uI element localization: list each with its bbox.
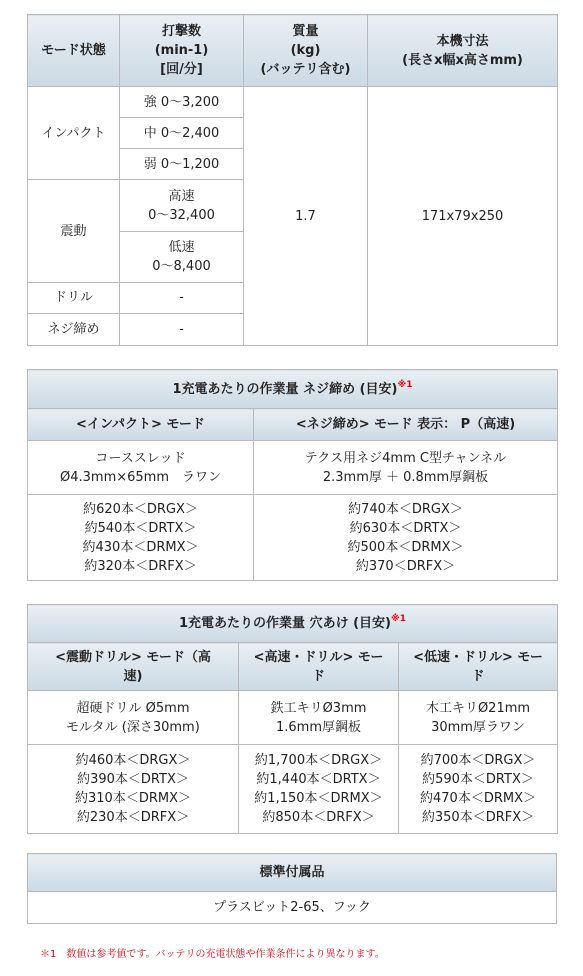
drill-work-table <box>27 604 558 834</box>
impact-weak: 弱 0〜1,200 <box>120 149 244 180</box>
screw-counts: 約740本＜DRGX＞ 約630本＜DRTX＞ 約500本＜DRMX＞ 約370＜DRFX＞ <box>254 495 558 581</box>
impact-strong: 強 0〜3,200 <box>120 87 244 118</box>
vibration-label: 震動 <box>28 180 120 282</box>
impact-label: インパクト <box>28 87 120 180</box>
blows-header: 打撃数 (min-1) [回/分] <box>120 15 244 87</box>
high-speed-drill-material: 鉄工キリØ3mm 1.6mm厚鋼板 <box>239 691 399 745</box>
high-speed-drill-header: <高速・ドリル> モー ド <box>239 643 399 691</box>
footnote: ＊1 数値は参考値です。バッテリの充電状態や作業条件により異なります。 <box>40 949 385 960</box>
drill-value: - <box>120 282 244 313</box>
drill-work-title: 1充電あたりの作業量 穴あけ (目安)$^{※1}$ <box>28 605 558 643</box>
vibration-drill-material: 超硬ドリル Ø5mm モルタル (深さ30mm) <box>28 691 239 745</box>
low-speed-drill-header: <低速・ドリル> モー ド <box>399 643 558 691</box>
screw-work-title: 1充電あたりの作業量 ネジ締め (目安)$^{※1}$ <box>28 370 558 409</box>
size-header: 本機寸法 (長さx幅x高さmm) <box>368 15 558 87</box>
note-mark: ※1 <box>390 614 406 624</box>
screw-value: - <box>120 313 244 345</box>
mode-header: モード状態 <box>28 15 120 87</box>
impact-mode-header: <インパクト> モード <box>28 409 254 441</box>
screw-material: テクス用ネジ4mm C型チャンネル 2.3mm厚 ＋ 0.8mm厚鋼板 <box>254 441 558 495</box>
accessories-table <box>27 853 557 924</box>
accessories-title: 標準付属品 <box>28 854 557 892</box>
impact-medium: 中 0〜2,400 <box>120 118 244 149</box>
vibration-drill-header: <震動ドリル> モード（高 速) <box>28 643 239 691</box>
screw-label: ネジ締め <box>28 313 120 345</box>
vibration-drill-counts: 約460本＜DRGX＞ 約390本＜DRTX＞ 約310本＜DRMX＞ 約230本＜DRFX＞ <box>28 745 239 834</box>
note-mark: ※1 <box>397 379 413 390</box>
screw-mode-header: <ネジ締め> モード 表示： P（高速) <box>254 409 558 441</box>
high-speed-drill-counts: 約1,700本＜DRGX＞ 約1,440本＜DRTX＞ 約1,150本＜DRMX＞ 約850本＜DRFX＞ <box>239 745 399 834</box>
vibration-high: 高速 0〜32,400 <box>120 180 244 231</box>
spec-table <box>27 14 558 346</box>
low-speed-drill-counts: 約700本＜DRGX＞ 約590本＜DRTX＞ 約470本＜DRMX＞ 約350本＜DRFX＞ <box>399 745 558 834</box>
accessories-value: プラスビット2-65、フック <box>28 892 557 924</box>
vibration-low: 低速 0〜8,400 <box>120 231 244 282</box>
impact-counts: 約620本＜DRGX＞ 約540本＜DRTX＞ 約430本＜DRMX＞ 約320本＜DRFX＞ <box>28 495 254 581</box>
mass-header: 質量 (kg) (バッテリ含む) <box>244 15 368 87</box>
screw-work-table <box>27 369 558 581</box>
impact-material: コーススレッド Ø4.3mm×65mm ラワン <box>28 441 254 495</box>
low-speed-drill-material: 木工キリØ21mm 30mm厚ラワン <box>399 691 558 745</box>
drill-label: ドリル <box>28 282 120 313</box>
mass-value: 1.7 <box>244 87 368 346</box>
size-value: 171x79x250 <box>368 87 558 346</box>
